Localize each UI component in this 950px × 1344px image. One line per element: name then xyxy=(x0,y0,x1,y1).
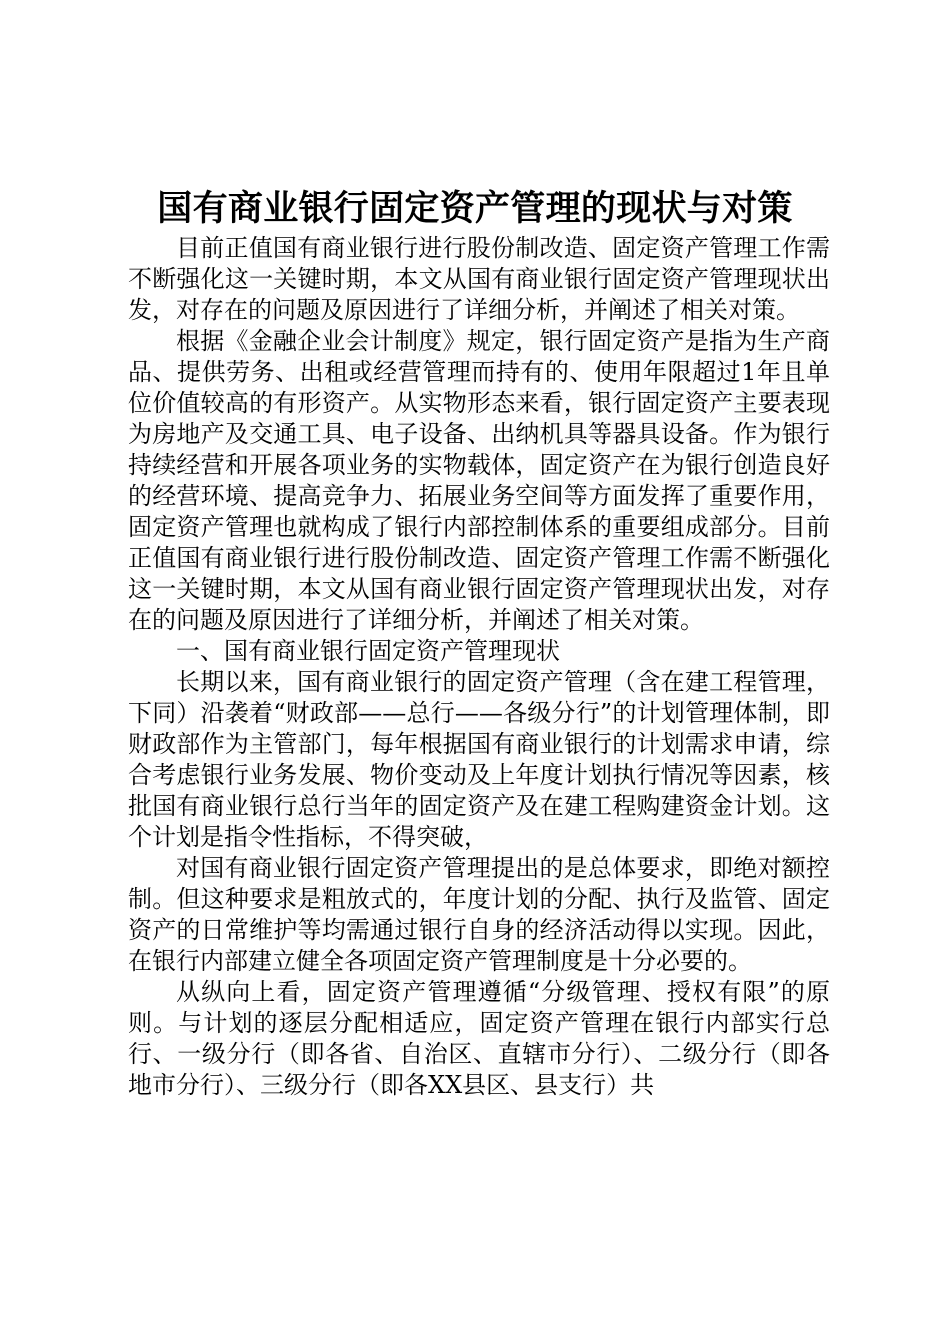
document-body xyxy=(128,233,830,1101)
paragraph-vertical-management: 从纵向上看，固定资产管理遵循“分级管理、授权有限”的原则。与计划的逐层分配相适应，固定资产管理在银行内部实行总行、一级分行（即各省、自治区、直辖市分行）、二级分行（即各地市分行）、三级分行（即各XX县区、县支行）共 xyxy=(128,978,830,1099)
section-heading-current-status: 一、国有商业银行固定资产管理现状 xyxy=(176,637,560,665)
paragraph-definition: 根据《金融企业会计制度》规定，银行固定资产是指为生产商品、提供劳务、出租或经营管理而持有的、使用年限超过1年且单位价值较高的有形资产。从实物形态来看，银行固定资产主要表现为房地产及交通工具、电子设备、出纳机具等器具设备。作为银行持续经营和开展各项业务的实物载体，固定资产在为银行创造良好的经营环境、提高竞争力、拓展业务空间等方面发挥了重要作用，固定资产管理也就构成了银行内部控制体系的重要组成部分。目前正值国有商业银行进行股份制改造、固定资产管理工作需不断强化这一关键时期，本文从国有商业银行固定资产管理现状出发，对存在的问题及原因进行了详细分析，并阐述了相关对策。 xyxy=(128,327,830,634)
document-title: 国有商业银行固定资产管理的现状与对策 xyxy=(157,188,793,229)
paragraph-management-system: 长期以来，国有商业银行的固定资产管理（含在建工程管理，下同）沿袭着“财政部——总行——各级分行”的计划管理体制，即财政部作为主管部门，每年根据国有商业银行的计划需求申请，综合考虑银行业务发展、物价变动及上年度计划执行情况等因素，核批国有商业银行总行当年的固定资产及在建工程购建资金计划。这个计划是指令性指标，不得突破， xyxy=(128,668,830,851)
paragraph-abstract: 目前正值国有商业银行进行股份制改造、固定资产管理工作需不断强化这一关键时期，本文从国有商业银行固定资产管理现状出发，对存在的问题及原因进行了详细分析，并阐述了相关对策。 xyxy=(128,234,830,324)
paragraph-overall-requirements: 对国有商业银行固定资产管理提出的是总体要求，即绝对额控制。但这种要求是粗放式的，年度计划的分配、执行及监管、固定资产的日常维护等均需通过银行自身的经济活动得以实现。因此，在银行内部建立健全各项固定资产管理制度是十分必要的。 xyxy=(128,854,830,975)
